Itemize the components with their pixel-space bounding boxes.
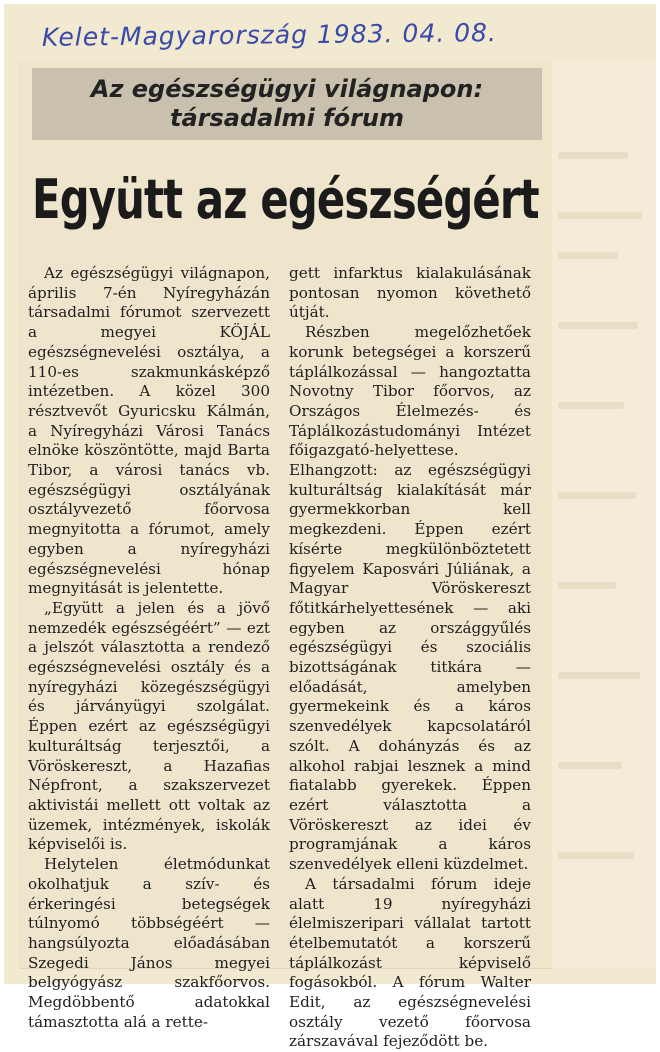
article-column-right xyxy=(289,264,531,1051)
article-column-left xyxy=(28,264,270,1031)
kicker-line-1: Az egészségügyi világnapon: xyxy=(90,75,484,103)
newspaper-clipping xyxy=(18,62,552,1051)
paragraph: Helytelen életmódunkat okolhatjuk a szív- és érkeringési betegségek túlnyomó többségéért — hangsúlyozta előadásában Szegedi János megyei belgyógyász szakfőorvos. Megdöbbentő adatokkal támasztotta alá a rette- xyxy=(28,855,270,1031)
paragraph: Az egészségügyi világnapon, április 7-én Nyíregyházán társadalmi fórumot szervezett a megyei KÖJÁL egészségnevelési osztálya, a 110-es szakmunkásképző intézetben. A közel 300 résztvevőt Gyuricsku Kálmán, a Nyíregyházi Városi Tanács elnöke köszöntötte, majd Barta Tibor, a városi tanács vb. egészségügyi osztályának osztályvezető főorvosa megnyitotta a fórumot, amely egyben a nyíregyházi egészségnevelési hónap megnyitását is jelentette. xyxy=(28,264,270,598)
kicker-banner xyxy=(32,68,542,140)
paragraph: Részben megelőzhetőek korunk betegségei a korszerű táplálkozással — hangoztatta Novotny Tibor főorvos, az Országos Élelmezés- és Táplálkozástudományi Intézet főigazgató-helyettese. Elhangzott: az egészségügyi kulturáltság kialakítását már gyermekkorban kell megkezdeni. Éppen ezért kísérte megkülönböztetett figyelem Kaposvári Júliának, a Magyar Vöröskereszt főtitkárhelyettesének — aki egyben az országgyűlés egészségügyi és szociális bizottságának titkára — előadását, amelyben gyermekeink és a káros szenvedélyek kapcsolatáról szólt. A dohányzás és az alkohol rabjai lesznek a mind fiatalabb gyerekek. Éppen ezért választotta a Vöröskereszt az idei év programjának a káros szenvedélyek elleni küzdelmet. xyxy=(289,323,531,874)
paragraph: A társadalmi fórum ideje alatt 19 nyíregyházi élelmiszeripari vállalat tartott ételbemutatót a korszerű táplálkozást képviselő fogásokból. A fórum Walter Edit, az egészségnevelési osztály vezető főorvosa zárszavával fejeződött be. xyxy=(289,874,531,1051)
paragraph: „Együtt a jelen és a jövő nemzedék egészségéért” — ezt a jelszót választotta a rendező egészségnevelési osztály és a nyíregyházi közegészségügyi és járványügyi szolgálat. Éppen ezért az egészségügyi kulturáltság terjesztői, a Vöröskereszt, a Hazafias Népfront, a szakszervezet aktivistái mellett ott voltak az üzemek, intézmények, iskolák képviselői is. xyxy=(28,598,270,854)
scanned-page xyxy=(4,4,656,1051)
headline: Együtt az egészségért xyxy=(32,168,539,231)
paragraph: gett infarktus kialakulásának pontosan nyomon követhető útját. xyxy=(289,264,531,322)
kicker-line-2: társadalmi fórum xyxy=(169,104,405,132)
adjacent-page-bleed xyxy=(552,62,656,968)
handwritten-source-note: Kelet-Magyarország 1983. 04. 08. xyxy=(41,18,498,52)
